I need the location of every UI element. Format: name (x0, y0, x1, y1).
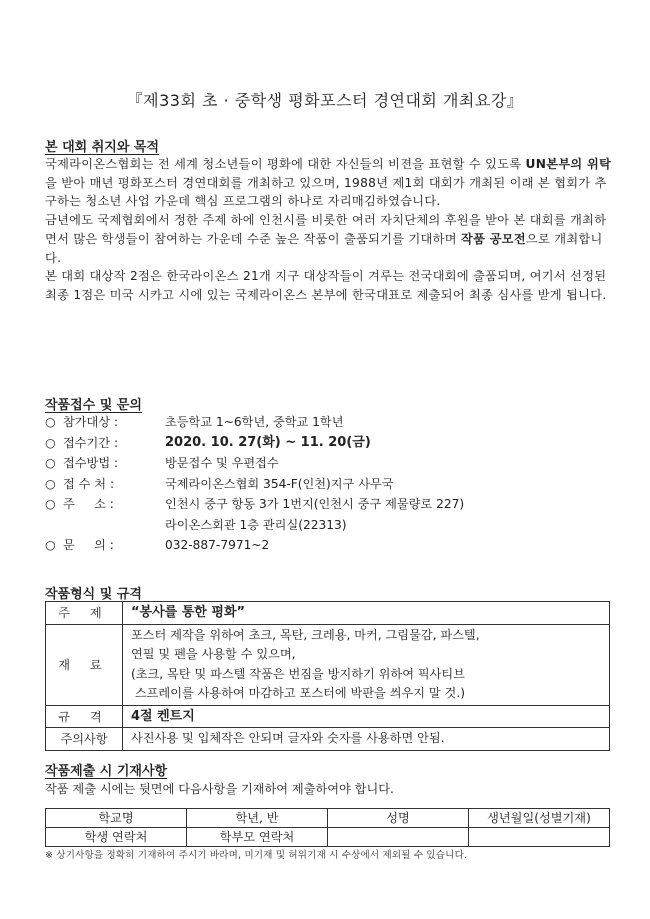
list-item: ○ 참가대상 : 초등학교 1~6학년, 중학교 1학년 (45, 415, 344, 429)
list-item: 라이온스회관 1층 관리실(22313) (165, 517, 347, 532)
list-item: ○ 접수방법 : 방문접수 및 우편접수 (45, 456, 279, 470)
table-row: 재 료 포스터 제작을 위하여 초크, 목탄, 크레용, 마커, 그림물감, 파스텔, 연필 및 펜을 사용할 수 있으며, (초크, 목탄 및 파스텔 작품은 번짐을 방지하기 위하여 픽사티브 스프레이를 사용하여 마감하고 포스터에 박판을 씌우지 말 것.) (46, 624, 610, 705)
spec-heading: 작품형식 및 규격 (45, 587, 142, 602)
table-row: 학교명 학년, 반 성명 생년월일(성별기재) (46, 809, 610, 828)
list-item: ○ 문 의 : 032-887-7971~2 (45, 538, 270, 552)
table-row: 주 제 “봉사를 통한 평화” (46, 602, 610, 625)
list-item: ○ 주 소 : 인천시 중구 항동 3가 1번지(인천시 중구 제물량로 227) (45, 497, 465, 511)
submission-note: ※ 상기사항을 정확히 기재하여 주시기 바라며, 미기재 및 허위기재 시 수상에서 제외될 수 있습니다. (45, 850, 468, 861)
submission-table (45, 808, 610, 847)
list-item: ○ 접 수 처 : 국제라이온스협회 354-F(인천)지구 사무국 (45, 476, 394, 491)
purpose-paragraph-1: 국제라이온스협회는 전 세계 청소년들이 평화에 대한 자신들의 비젼을 표현할 수 있도록 UN본부의 위탁을 받아 매년 평화포스터 경연대회를 개최하고 있으며, 1988년 제1회 대회가 개최된 이래 본 협회가 추구하는 청소년 사업 가운데 핵심 프로그램의 하나로 자리매김하였습니다. (45, 157, 612, 209)
reception-heading: 작품접수 및 문의 (45, 398, 142, 413)
purpose-body (45, 155, 615, 305)
purpose-paragraph-3: 본 대회 대상작 2점은 한국라이온스 21개 지구 대상작들이 겨루는 전국대회에 출품되며, 여기서 선정된 최종 1점은 미국 시카고 시에 있는 국제라이온스 본부에 한국대표로 제출되어 최종 심사를 받게 됩니다. (45, 269, 607, 302)
submission-heading: 작품제출 시 기재사항 (45, 764, 168, 779)
list-item: ○ 접수기간 : 2020. 10. 27(화) ~ 11. 20(금) (45, 434, 371, 450)
table-row: 학생 연락처 학부모 연락처 (46, 828, 610, 847)
purpose-heading: 본 대회 취지와 목적 (45, 140, 160, 155)
spec-table (45, 601, 610, 751)
page-title: 『제33회 초 · 중학생 평화포스터 경연대회 개최요강』 (126, 91, 524, 110)
reception-list (45, 412, 625, 556)
table-row: 규 격 4절 켄트지 (46, 705, 610, 728)
table-row: 주의사항 사진사용 및 입체작은 안되며 글자와 숫자를 사용하면 안됨. (46, 728, 610, 751)
purpose-paragraph-2: 금년에도 국제협회에서 정한 주제 하에 인천시를 비롯한 여러 자치단체의 후원을 받아 본 대회를 개최하면서 많은 학생들이 참여하는 가운데 수준 높은 작품이 출품되기를 기대하며 작품 공모전으로 개최합니다. (45, 213, 607, 265)
submission-intro: 작품 제출 시에는 뒷면에 다음사항을 기재하여 제출하여야 합니다. (45, 782, 394, 796)
